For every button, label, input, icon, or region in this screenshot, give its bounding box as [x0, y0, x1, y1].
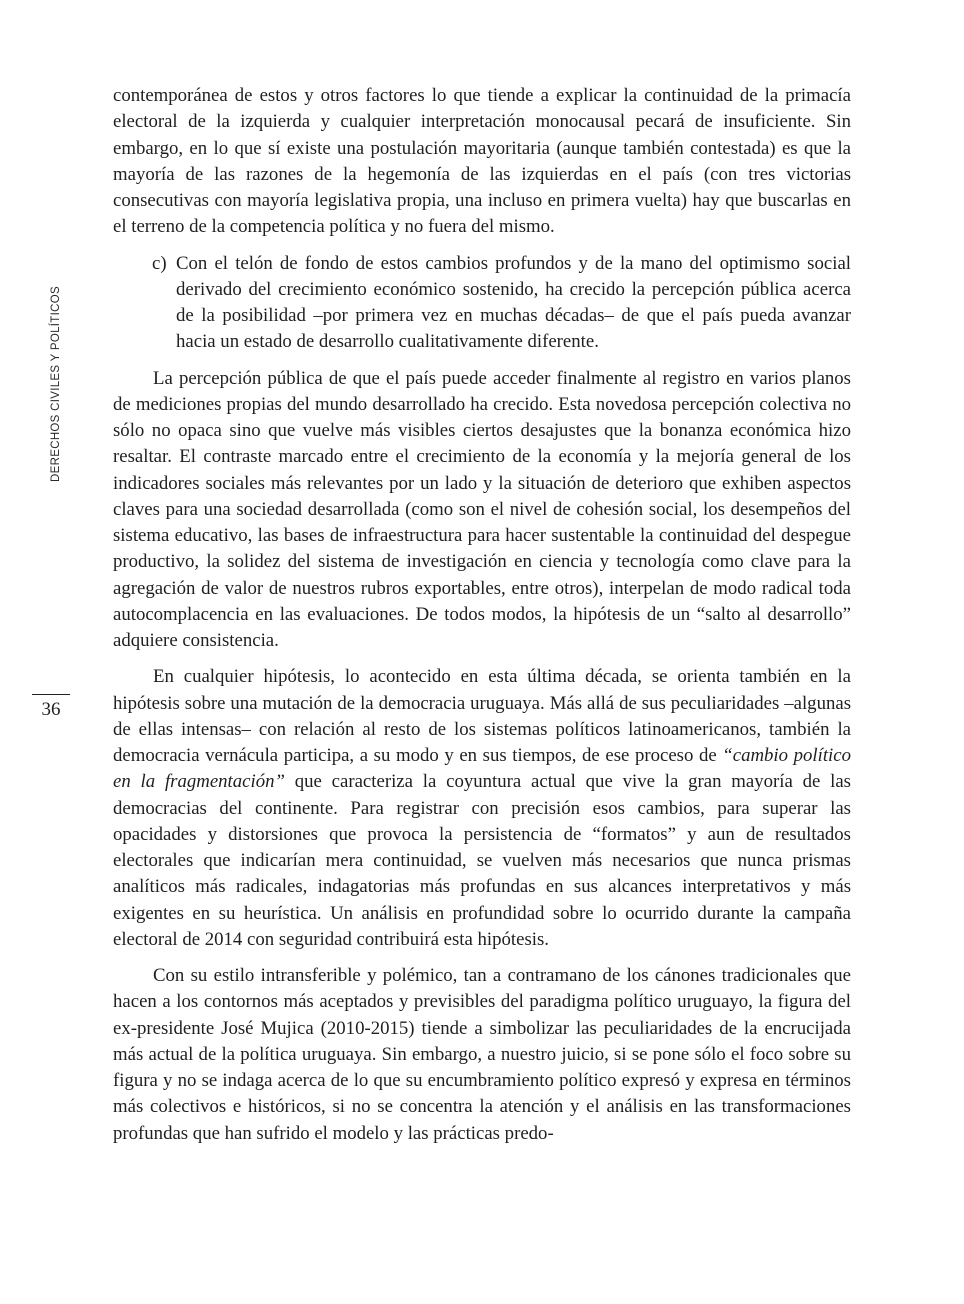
list-marker: c): [152, 252, 167, 274]
paragraph: La percepción pública de que el país puede acceder finalmente al registro en varios planos de mediciones propias del mundo desarrollado ha crecido. Esta novedosa percepción colectiva no sólo no opaca sino que vuelve más visibles ciertos desajustes que la bonanza económica hizo resaltar. El contraste marcado entre el crecimiento de la economía y la mejoría general de los indicadores sociales más relevantes por un lado y la situación de deterioro que exhiben aspectos claves para una sociedad desarrollada (como son el nivel de cohesión social, los desempeños del sistema educativo, las bases de infraestructura para hacer sustentable la continuidad del despegue productivo, la solidez del sistema de investigación en ciencia y tecnología como clave para la agregación de valor de nuestros rubros exportables, entre otros), interpelan de modo radical toda autocomplacencia en las evaluaciones. De todos modos, la hipótesis de un “salto al desarrollo” adquiere consistencia.: [113, 367, 851, 651]
list-item-text: Con el telón de fondo de estos cambios profundos y de la mano del optimismo social derivado del crecimiento económico sostenido, ha crecido la percepción pública acerca de la posibilidad –por primera vez en muchas décadas– de que el país pueda avanzar hacia un estado de desarrollo cualitativamente diferente.: [176, 252, 851, 353]
italic-quote: “cambio político en la fragmentación”: [113, 745, 851, 793]
paragraph-text: que caracteriza la coyuntura actual que vive la gran mayoría de las democracias del continente. Para registrar con precisión esos cambios, para superar las opacidades y distorsiones que provoca la persistencia de “formatos” y aun de resultados electorales que indicarían mera continuidad, se vuelven más necesarios que nunca prismas analíticos más radicales, indagatorias más profundas en sus alcances interpretativos y más exigentes en su heurística. Un análisis en profundidad sobre lo ocurrido durante la campaña electoral de 2014 con seguridad contribuirá esta hipótesis.: [113, 771, 851, 950]
paragraph: [113, 664, 851, 953]
paragraph-continuation: contemporánea de estos y otros factores lo que tiende a explicar la continuidad de la primacía electoral de la izquierda y cualquier interpretación monocausal pecará de insuficiente. Sin embargo, en lo que sí existe una postulación mayoritaria (aunque también contestada) es que la mayoría de las razones de la hegemonía de las izquierdas en el país (con tres victorias consecutivas con mayoría legislativa propia, una incluso en primera vuelta) hay que buscarlas en el terreno de la competencia política y no fuera del mismo.: [113, 85, 851, 238]
paragraph: Con su estilo intransferible y polémico, tan a contramano de los cánones tradicionales que hacen a los contornos más aceptados y previsibles del paradigma político uruguayo, la figura del ex-presidente José Mujica (2010-2015) tiende a simbolizar las peculiaridades de la encrucijada más actual de la política uruguaya. Sin embargo, a nuestro juicio, si se pone sólo el foco sobre su figura y no se indaga acerca de lo que su encumbramiento político expresó y expresa en términos más colectivos e históricos, si no se concentra la atención y el análisis en las transformaciones profundas que han sufrido el modelo y las prácticas predo-: [113, 965, 851, 1144]
paragraph-text: En cualquier hipótesis, lo acontecido en esta última década, se orienta también en la hipótesis sobre una mutación de la democracia uruguaya. Más allá de sus peculiaridades –algunas de ellas intensas– con relación al resto de los sistemas políticos latinoamericanos, también la democracia vernácula participa, a su modo y en sus tiempos, de ese proceso de: [113, 666, 851, 766]
running-head: DERECHOS CIVILES Y POLÍTICOS: [50, 286, 62, 482]
page-number-rule: [32, 694, 70, 695]
body-text: [113, 83, 851, 1157]
page-number: 36: [41, 699, 61, 720]
list-item-c: [113, 251, 851, 356]
